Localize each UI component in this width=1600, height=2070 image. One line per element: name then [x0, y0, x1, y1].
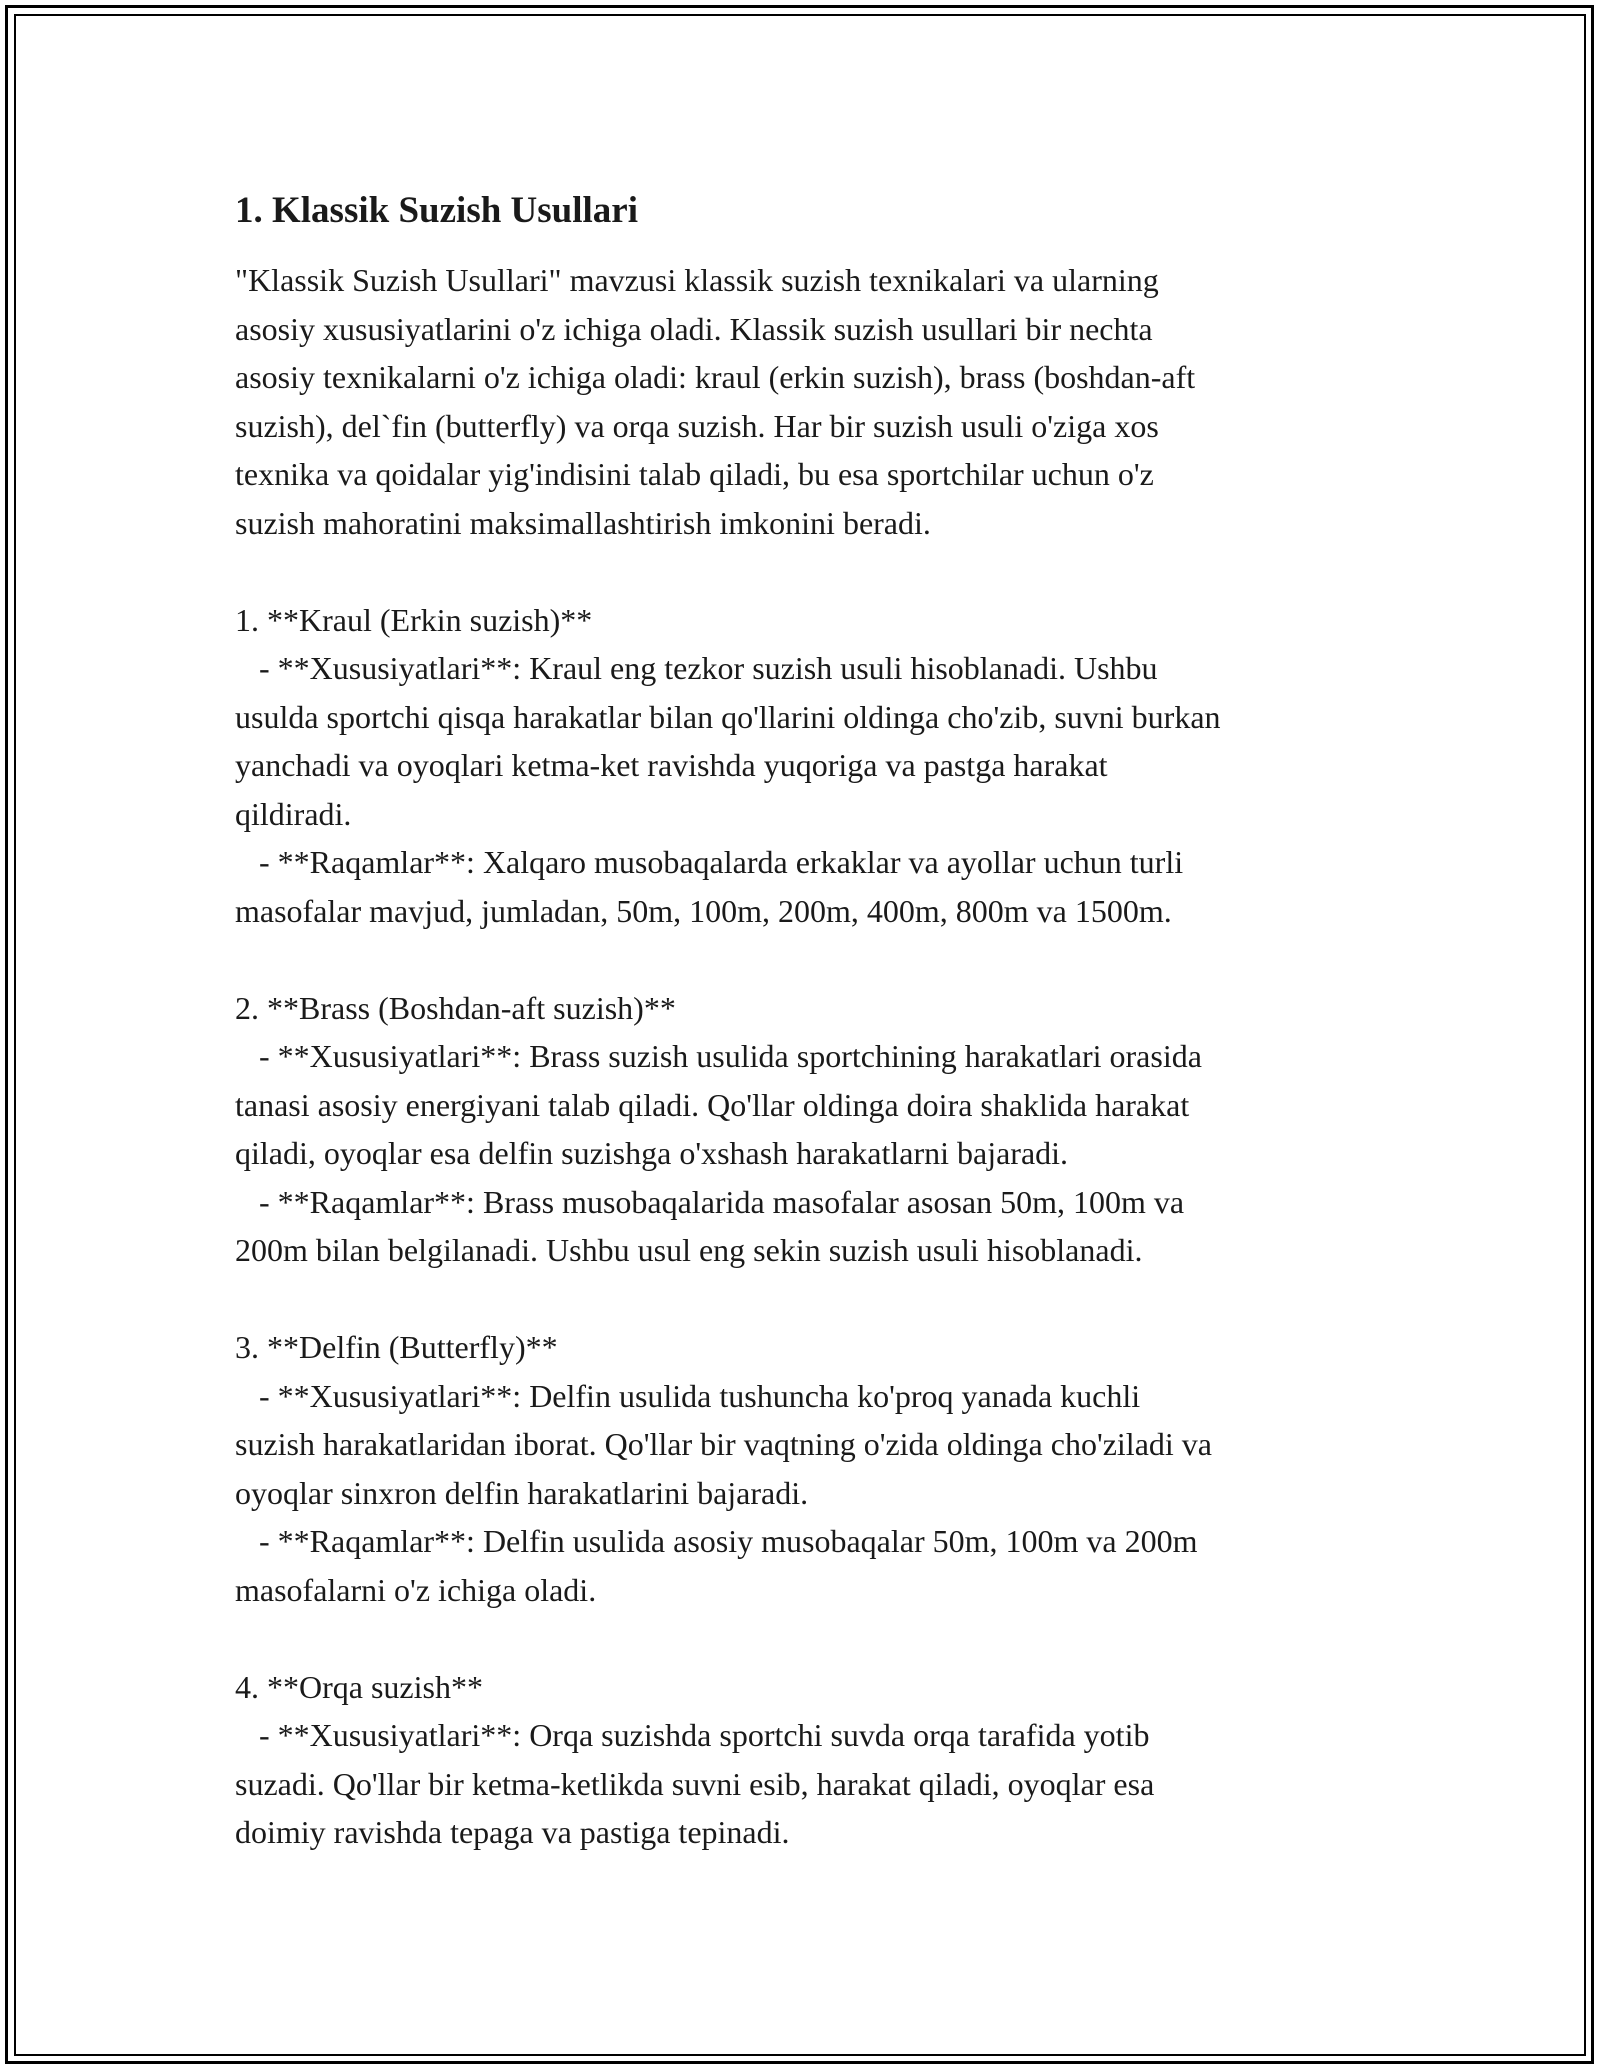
document-content — [235, 186, 1385, 1857]
section-heading: 1. Klassik Suzish Usullari — [235, 190, 639, 231]
section-body-text: "Klassik Suzish Usullari" mavzusi klassik suzish texnikalari va ularning asosiy xususiyatlarini o'z ichiga oladi. Klassik suzish usullari bir nechta asosiy texnikalarni o'z ichiga oladi: kraul (erkin suzish), brass (boshdan-aft suzish), del`fin (butterfly) va orqa suzish. Har bir suzish usuli o'ziga xos texnika va qoidalar yig'indisini talab qiladi, bu esa sportchilar uchun o'z suzish mahoratini maksimallashtirish imkonini beradi. 1. **Kraul (Erkin suzish)** - **Xususiyatlari**: Kraul eng tezkor suzish usuli hisoblanadi. Ushbu usulda sportchi qisqa harakatlar bilan qo'llarini oldinga cho'zib, suvni burkan yanchadi va oyoqlari ketma-ket ravishda yuqoriga va pastga harakat qildiradi. - **Raqamlar**: Xalqaro musobaqalarda erkaklar va ayollar uchun turli masofalar mavjud, jumladan, 50m, 100m, 200m, 400m, 800m va 1500m. 2. **Brass (Boshdan-aft suzish)** - **Xususiyatlari**: Brass suzish usulida sportchining harakatlari orasida tanasi asosiy energiyani talab qiladi. Qo'llar oldinga doira shaklida harakat qiladi, oyoqlar esa delfin suzishga o'xshash harakatlarni bajaradi. - **Raqamlar**: Brass musobaqalarida masofalar asosan 50m, 100m va 200m bilan belgilanadi. Ushbu usul eng sekin suzish usuli hisoblanadi. 3. **Delfin (Butterfly)** - **Xususiyatlari**: Delfin usulida tushuncha ko'proq yanada kuchli suzish harakatlaridan iborat. Qo'llar bir vaqtning o'zida oldinga cho'ziladi va oyoqlar sinxron delfin harakatlarini bajaradi. - **Raqamlar**: Delfin usulida asosiy musobaqalar 50m, 100m va 200m masofalarni o'z ichiga oladi. 4. **Orqa suzish** - **Xususiyatlari**: Orqa suzishda sportchi suvda orqa tarafida yotib suzadi. Qo'llar bir ketma-ketlikda suvni esib, harakat qiladi, oyoqlar esa doimiy ravishda tepaga va pastiga tepinadi. — [235, 262, 1221, 1850]
